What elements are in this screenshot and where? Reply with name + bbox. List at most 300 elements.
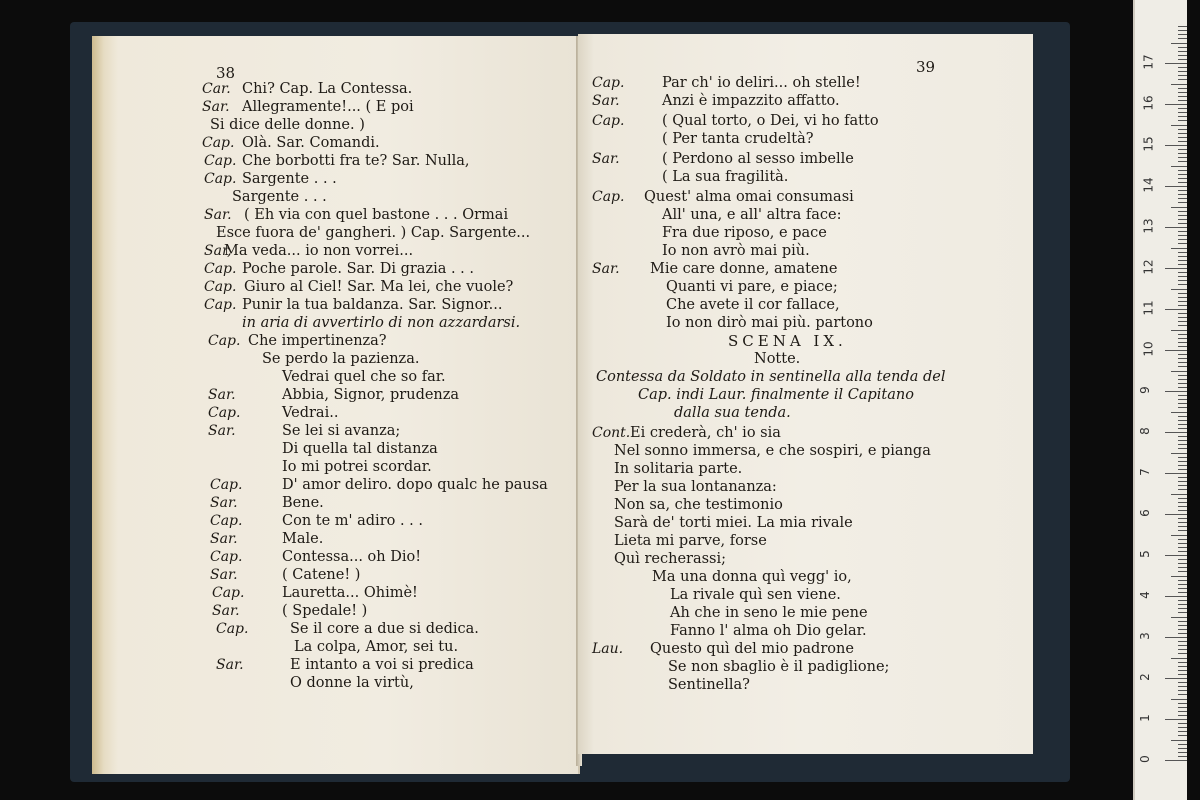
- ruler-tick: [1178, 202, 1187, 203]
- speaker-label: Sar,: [204, 243, 232, 259]
- text-line: Io mi potrei scordar.: [282, 459, 432, 475]
- ruler-tick: [1178, 498, 1187, 499]
- ruler-tick: [1165, 350, 1187, 351]
- ruler-tick: [1178, 653, 1187, 654]
- speaker-label: Sar.: [208, 387, 236, 403]
- ruler-tick: [1178, 592, 1187, 593]
- text-line: All' una, e all' altra face:: [662, 207, 842, 223]
- ruler-tick: [1178, 276, 1187, 277]
- text-line: Lauretta... Ohimè!: [282, 585, 418, 601]
- ruler-tick: [1178, 403, 1187, 404]
- ruler-tick: [1178, 522, 1187, 523]
- speaker-label: Lau.: [592, 641, 624, 657]
- ruler-tick: [1178, 571, 1187, 572]
- ruler-label: 11: [1141, 300, 1156, 316]
- speaker-label: Cap.: [204, 297, 237, 313]
- text-line: Con te m' adiro . . .: [282, 513, 424, 529]
- text-line: Se perdo la pazienza.: [262, 351, 420, 367]
- ruler-tick: [1178, 485, 1187, 486]
- ruler-tick: [1178, 744, 1187, 745]
- ruler-tick: [1178, 190, 1187, 191]
- speaker-label: Cont.: [592, 425, 631, 441]
- measurement-ruler: [1133, 0, 1187, 800]
- ruler-label: 6: [1137, 509, 1152, 517]
- ruler-tick: [1178, 551, 1187, 552]
- ruler-tick: [1178, 100, 1187, 101]
- stage-direction: Contessa da Soldato in sentinella alla tenda del: [596, 369, 946, 385]
- text-line: Chi? Cap. La Contessa.: [242, 81, 413, 97]
- ruler-tick: [1171, 330, 1187, 331]
- ruler-label: 12: [1141, 259, 1156, 275]
- ruler-tick: [1178, 448, 1187, 449]
- ruler-tick: [1165, 63, 1187, 64]
- text-line: Vedrai quel che so far.: [282, 369, 446, 385]
- ruler-tick: [1178, 260, 1187, 261]
- ruler-tick: [1171, 84, 1187, 85]
- speaker-label: Cap.: [204, 171, 237, 187]
- ruler-label: 5: [1137, 550, 1152, 558]
- speaker-label: Cap.: [208, 405, 241, 421]
- ruler-tick: [1178, 604, 1187, 605]
- text-line: Lieta mi parve, forse: [614, 533, 767, 549]
- ruler-tick: [1178, 563, 1187, 564]
- text-line: Io non dirò mai più. partono: [666, 315, 873, 331]
- text-line: Giuro al Ciel! Sar. Ma lei, che vuole?: [244, 279, 514, 295]
- ruler-tick: [1178, 317, 1187, 318]
- speaker-label: Sar.: [216, 657, 244, 673]
- ruler-tick: [1165, 268, 1187, 269]
- speaker-label: Sar.: [210, 495, 238, 511]
- ruler-tick: [1178, 395, 1187, 396]
- ruler-tick: [1178, 584, 1187, 585]
- text-line: Ah che in seno le mie pene: [670, 605, 868, 621]
- ruler-tick: [1178, 358, 1187, 359]
- stage-direction: dalla sua tenda.: [674, 405, 791, 421]
- text-line: Fra due riposo, e pace: [662, 225, 827, 241]
- text-line: Poche parole. Sar. Di grazia . . .: [242, 261, 475, 277]
- text-line: Che borbotti fra te? Sar. Nulla,: [242, 153, 470, 169]
- ruler-tick: [1165, 473, 1187, 474]
- ruler-tick: [1178, 731, 1187, 732]
- ruler-tick: [1178, 141, 1187, 142]
- ruler-tick: [1178, 530, 1187, 531]
- ruler-tick: [1178, 465, 1187, 466]
- text-line: Abbia, Signor, prudenza: [282, 387, 460, 403]
- ruler-tick: [1178, 567, 1187, 568]
- ruler-tick: [1178, 256, 1187, 257]
- ruler-tick: [1178, 235, 1187, 236]
- ruler-tick: [1178, 625, 1187, 626]
- speaker-label: Sar.: [210, 531, 238, 547]
- ruler-tick: [1178, 518, 1187, 519]
- ruler-tick: [1178, 633, 1187, 634]
- text-line: ( Perdono al sesso imbelle: [662, 151, 854, 167]
- text-line: Nel sonno immersa, e che sospiri, e pianga: [614, 443, 931, 459]
- ruler-tick: [1165, 637, 1187, 638]
- ruler-tick: [1178, 727, 1187, 728]
- ruler-tick: [1178, 30, 1187, 31]
- ruler-label: 10: [1141, 341, 1156, 357]
- text-line: Quì recherassi;: [614, 551, 727, 567]
- ruler-tick: [1178, 440, 1187, 441]
- speaker-label: Car.: [202, 81, 231, 97]
- ruler-tick: [1178, 715, 1187, 716]
- ruler-tick: [1171, 699, 1187, 700]
- ruler-tick: [1178, 321, 1187, 322]
- ruler-tick: [1178, 457, 1187, 458]
- ruler-tick: [1178, 383, 1187, 384]
- ruler-tick: [1178, 47, 1187, 48]
- ruler-tick: [1178, 547, 1187, 548]
- ruler-tick: [1178, 682, 1187, 683]
- text-line: Mie care donne, amatene: [650, 261, 838, 277]
- speaker-label: Cap.: [210, 477, 243, 493]
- ruler-tick: [1171, 166, 1187, 167]
- ruler-tick: [1165, 555, 1187, 556]
- ruler-tick: [1178, 92, 1187, 93]
- ruler-tick: [1171, 617, 1187, 618]
- ruler-tick: [1178, 641, 1187, 642]
- ruler-tick: [1178, 38, 1187, 39]
- ruler-tick: [1178, 629, 1187, 630]
- ruler-tick: [1165, 719, 1187, 720]
- ruler-tick: [1178, 75, 1187, 76]
- text-line: Sentinella?: [668, 677, 750, 693]
- ruler-tick: [1178, 612, 1187, 613]
- text-line: Si dice delle donne. ): [210, 117, 365, 133]
- ruler-tick: [1178, 293, 1187, 294]
- scene-heading: SCENA IX.: [728, 332, 847, 350]
- ruler-tick: [1165, 514, 1187, 515]
- ruler-tick: [1178, 666, 1187, 667]
- ruler-tick: [1178, 55, 1187, 56]
- ruler-tick: [1178, 735, 1187, 736]
- ruler-tick: [1178, 157, 1187, 158]
- ruler-tick: [1178, 375, 1187, 376]
- text-line: Contessa... oh Dio!: [282, 549, 422, 565]
- text-line: ( Spedale! ): [282, 603, 368, 619]
- speaker-label: Cap.: [204, 261, 237, 277]
- ruler-label: 17: [1141, 54, 1156, 70]
- speaker-label: Cap.: [204, 153, 237, 169]
- text-line: Quest' alma omai consumasi: [644, 189, 854, 205]
- ruler-label: 4: [1137, 591, 1152, 599]
- ruler-tick: [1171, 371, 1187, 372]
- text-line: ( Catene! ): [282, 567, 361, 583]
- ruler-label: 1: [1137, 714, 1152, 722]
- ruler-tick: [1178, 67, 1187, 68]
- speaker-label: Sar.: [208, 423, 236, 439]
- ruler-tick: [1178, 51, 1187, 52]
- text-line: Allegramente!... ( E poi: [242, 99, 414, 115]
- ruler-tick: [1178, 543, 1187, 544]
- text-line: in aria di avvertirlo di non azzardarsi.: [242, 315, 521, 331]
- text-line: O donne la virtù,: [290, 675, 414, 691]
- text-line: Sargente . . .: [232, 189, 327, 205]
- ruler-label: 14: [1141, 177, 1156, 193]
- text-line: ( Qual torto, o Dei, vi ho fatto: [662, 113, 879, 129]
- ruler-tick: [1178, 59, 1187, 60]
- text-line: Non sa, che testimonio: [614, 497, 783, 513]
- ruler-label: 8: [1137, 427, 1152, 435]
- text-line: Ei crederà, ch' io sia: [630, 425, 781, 441]
- ruler-tick: [1178, 662, 1187, 663]
- ruler-tick: [1178, 198, 1187, 199]
- text-line: Se lei si avanza;: [282, 423, 401, 439]
- ruler-label: 13: [1141, 218, 1156, 234]
- ruler-tick: [1178, 301, 1187, 302]
- ruler-tick: [1171, 535, 1187, 536]
- ruler-tick: [1178, 580, 1187, 581]
- speaker-label: Cap.: [204, 279, 237, 295]
- ruler-tick: [1178, 334, 1187, 335]
- ruler-tick: [1178, 600, 1187, 601]
- ruler-tick: [1171, 248, 1187, 249]
- ruler-tick: [1178, 379, 1187, 380]
- text-line: Che impertinenza?: [248, 333, 387, 349]
- text-line: Anzi è impazzito affatto.: [662, 93, 840, 109]
- ruler-label: 3: [1137, 632, 1152, 640]
- text-line: Ma veda... io non vorrei...: [224, 243, 414, 259]
- ruler-tick: [1178, 88, 1187, 89]
- right-page: [578, 34, 1033, 754]
- ruler-tick: [1171, 43, 1187, 44]
- speaker-label: Sar.: [202, 99, 230, 115]
- ruler-tick: [1178, 645, 1187, 646]
- ruler-tick: [1171, 576, 1187, 577]
- ruler-tick: [1178, 133, 1187, 134]
- ruler-tick: [1178, 559, 1187, 560]
- ruler-tick: [1178, 621, 1187, 622]
- text-line: D' amor deliro. dopo qualc he pausa: [282, 477, 548, 493]
- setting-note: Notte.: [754, 351, 801, 367]
- ruler-tick: [1178, 313, 1187, 314]
- ruler-tick: [1178, 489, 1187, 490]
- ruler-tick: [1178, 469, 1187, 470]
- ruler-tick: [1171, 207, 1187, 208]
- text-line: Sargente . . .: [242, 171, 337, 187]
- text-line: ( Per tanta crudeltà?: [662, 131, 814, 147]
- ruler-tick: [1178, 153, 1187, 154]
- ruler-tick: [1178, 129, 1187, 130]
- ruler-tick: [1178, 252, 1187, 253]
- ruler-label: 2: [1137, 673, 1152, 681]
- ruler-tick: [1178, 149, 1187, 150]
- ruler-tick: [1178, 752, 1187, 753]
- ruler-tick: [1178, 711, 1187, 712]
- speaker-label: Cap.: [592, 113, 625, 129]
- ruler-tick: [1178, 366, 1187, 367]
- text-line: Olà. Sar. Comandi.: [242, 135, 380, 151]
- text-line: Di quella tal distanza: [282, 441, 438, 457]
- ruler-label: 0: [1137, 755, 1152, 763]
- ruler-tick: [1178, 79, 1187, 80]
- ruler-tick: [1178, 436, 1187, 437]
- ruler-tick: [1178, 510, 1187, 511]
- ruler-label: 16: [1141, 95, 1156, 111]
- text-line: Per la sua lontananza:: [614, 479, 777, 495]
- ruler-tick: [1178, 748, 1187, 749]
- ruler-tick: [1178, 215, 1187, 216]
- ruler-tick: [1178, 34, 1187, 35]
- ruler-label: 9: [1137, 386, 1152, 394]
- ruler-tick: [1178, 174, 1187, 175]
- ruler-tick: [1178, 284, 1187, 285]
- ruler-tick: [1178, 231, 1187, 232]
- ruler-tick: [1165, 186, 1187, 187]
- stage-direction: Cap. indi Laur. finalmente il Capitano: [638, 387, 914, 403]
- ruler-tick: [1178, 354, 1187, 355]
- text-line: E intanto a voi si predica: [290, 657, 474, 673]
- speaker-label: Cap.: [208, 333, 241, 349]
- ruler-tick: [1178, 420, 1187, 421]
- ruler-tick: [1178, 342, 1187, 343]
- text-line: In solitaria parte.: [614, 461, 743, 477]
- ruler-tick: [1178, 690, 1187, 691]
- ruler-tick: [1165, 309, 1187, 310]
- text-line: Vedrai..: [282, 405, 339, 421]
- ruler-tick: [1165, 760, 1187, 761]
- text-line: Io non avrò mai più.: [662, 243, 810, 259]
- ruler-tick: [1178, 686, 1187, 687]
- ruler-tick: [1178, 723, 1187, 724]
- ruler-tick: [1178, 108, 1187, 109]
- speaker-label: Sar.: [592, 151, 620, 167]
- ruler-tick: [1178, 243, 1187, 244]
- ruler-tick: [1178, 305, 1187, 306]
- ruler-tick: [1178, 280, 1187, 281]
- left-page-number: 38: [216, 64, 236, 82]
- ruler-tick: [1178, 399, 1187, 400]
- ruler-tick: [1178, 670, 1187, 671]
- speaker-label: Cap.: [216, 621, 249, 637]
- text-line: Se non sbaglio è il padiglione;: [668, 659, 890, 675]
- text-line: Quanti vi pare, e piace;: [666, 279, 838, 295]
- ruler-tick: [1178, 297, 1187, 298]
- ruler-tick: [1178, 477, 1187, 478]
- ruler-tick: [1165, 104, 1187, 105]
- ruler-tick: [1178, 137, 1187, 138]
- ruler-tick: [1171, 125, 1187, 126]
- text-line: ( La sua fragilità.: [662, 169, 789, 185]
- ruler-tick: [1165, 432, 1187, 433]
- ruler-tick: [1178, 481, 1187, 482]
- ruler-label: 7: [1137, 468, 1152, 476]
- speaker-label: Sar.: [212, 603, 240, 619]
- ruler-tick: [1178, 608, 1187, 609]
- ruler-tick: [1171, 494, 1187, 495]
- ruler-tick: [1178, 694, 1187, 695]
- ruler-tick: [1171, 289, 1187, 290]
- ruler-tick: [1178, 703, 1187, 704]
- ruler-tick: [1178, 182, 1187, 183]
- ruler-tick: [1178, 161, 1187, 162]
- text-line: Esce fuora de' gangheri. ) Cap. Sargente...: [216, 225, 531, 241]
- ruler-tick: [1178, 756, 1187, 757]
- ruler-tick: [1178, 211, 1187, 212]
- text-line: Fanno l' alma oh Dio gelar.: [670, 623, 867, 639]
- ruler-tick: [1178, 219, 1187, 220]
- speaker-label: Cap.: [212, 585, 245, 601]
- ruler-tick: [1178, 649, 1187, 650]
- ruler-tick: [1178, 416, 1187, 417]
- text-line: ( Eh via con quel bastone . . . Ormai: [244, 207, 509, 223]
- ruler-tick: [1178, 264, 1187, 265]
- ruler-tick: [1178, 71, 1187, 72]
- ruler-tick: [1178, 112, 1187, 113]
- ruler-tick: [1178, 325, 1187, 326]
- ruler-tick: [1178, 116, 1187, 117]
- ruler-tick: [1165, 227, 1187, 228]
- ruler-tick: [1178, 444, 1187, 445]
- ruler-tick: [1178, 461, 1187, 462]
- speaker-label: Cap.: [210, 513, 243, 529]
- text-line: Par ch' io deliri... oh stelle!: [662, 75, 861, 91]
- ruler-tick: [1178, 239, 1187, 240]
- ruler-tick: [1178, 588, 1187, 589]
- ruler-tick: [1178, 178, 1187, 179]
- text-line: Che avete il cor fallace,: [666, 297, 840, 313]
- ruler-tick: [1178, 674, 1187, 675]
- ruler-tick: [1178, 539, 1187, 540]
- ruler-tick: [1178, 387, 1187, 388]
- text-line: Questo quì del mio padrone: [650, 641, 854, 657]
- ruler-tick: [1171, 740, 1187, 741]
- ruler-tick: [1178, 346, 1187, 347]
- ruler-tick: [1178, 272, 1187, 273]
- text-line: Sarà de' torti miei. La mia rivale: [614, 515, 853, 531]
- text-line: La colpa, Amor, sei tu.: [294, 639, 459, 655]
- speaker-label: Cap.: [592, 189, 625, 205]
- text-line: Se il core a due si dedica.: [290, 621, 479, 637]
- ruler-label: 15: [1141, 136, 1156, 152]
- ruler-tick: [1165, 145, 1187, 146]
- speaker-label: Cap.: [592, 75, 625, 91]
- ruler-tick: [1178, 428, 1187, 429]
- ruler-tick: [1178, 407, 1187, 408]
- ruler-tick: [1165, 678, 1187, 679]
- text-line: Punir la tua baldanza. Sar. Signor...: [242, 297, 503, 313]
- left-page: [92, 36, 580, 774]
- speaker-label: Sar.: [204, 207, 232, 223]
- ruler-tick: [1178, 362, 1187, 363]
- ruler-tick: [1178, 506, 1187, 507]
- ruler-tick: [1178, 194, 1187, 195]
- right-page-number: 39: [916, 58, 936, 76]
- ruler-tick: [1178, 707, 1187, 708]
- speaker-label: Sar.: [592, 261, 620, 277]
- ruler-tick: [1171, 453, 1187, 454]
- ruler-tick: [1178, 96, 1187, 97]
- text-line: La rivale quì sen viene.: [670, 587, 841, 603]
- ruler-tick: [1178, 26, 1187, 27]
- ruler-tick: [1178, 120, 1187, 121]
- text-line: Bene.: [282, 495, 324, 511]
- ruler-tick: [1165, 596, 1187, 597]
- ruler-tick: [1171, 658, 1187, 659]
- ruler-tick: [1165, 391, 1187, 392]
- ruler-tick: [1178, 502, 1187, 503]
- ruler-tick: [1178, 338, 1187, 339]
- text-line: Male.: [282, 531, 324, 547]
- speaker-label: Cap.: [202, 135, 235, 151]
- ruler-tick: [1178, 223, 1187, 224]
- ruler-tick: [1171, 412, 1187, 413]
- ruler-tick: [1178, 424, 1187, 425]
- speaker-label: Cap.: [210, 549, 243, 565]
- speaker-label: Sar.: [210, 567, 238, 583]
- speaker-label: Sar.: [592, 93, 620, 109]
